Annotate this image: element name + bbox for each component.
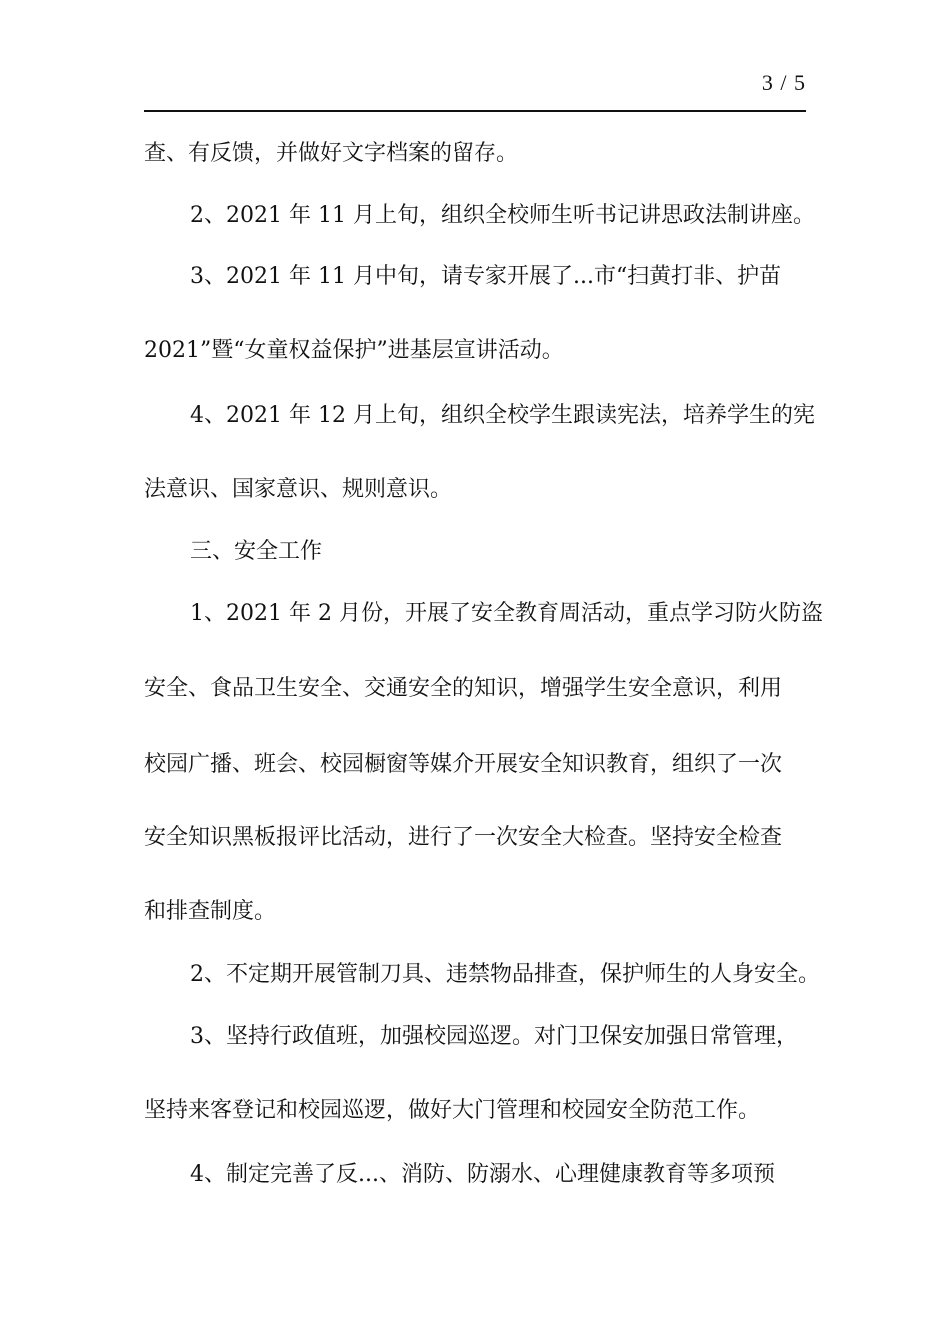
paragraph-line: 2021”暨“女童权益保护”进基层宣讲活动。 xyxy=(144,338,564,363)
section-heading: 三、安全工作 xyxy=(190,539,323,564)
paragraph-line: 安全知识黑板报评比活动，进行了一次安全大检查。坚持安全检查 xyxy=(144,825,783,850)
paragraph-line: 2、2021 年 11 月上旬，组织全校师生听书记讲思政法制讲座。 xyxy=(190,203,815,228)
paragraph-line: 3、2021 年 11 月中旬，请专家开展了...市“扫黄打非、护苗 xyxy=(190,264,782,289)
paragraph-line: 坚持来客登记和校园巡逻，做好大门管理和校园安全防范工作。 xyxy=(144,1098,761,1123)
paragraph-line: 1、2021 年 2 月份，开展了安全教育周活动，重点学习防火防盗 xyxy=(190,601,823,626)
paragraph-line: 3、坚持行政值班，加强校园巡逻。对门卫保安加强日常管理， xyxy=(190,1024,798,1049)
paragraph-line: 2、不定期开展管制刀具、违禁物品排查，保护师生的人身安全。 xyxy=(190,962,820,987)
paragraph-line: 查、有反馈，并做好文字档案的留存。 xyxy=(144,141,519,166)
header-rule xyxy=(144,110,806,112)
paragraph-line: 法意识、国家意识、规则意识。 xyxy=(144,477,453,502)
page-number: 3 / 5 xyxy=(761,70,806,95)
paragraph-line: 校园广播、班会、校园橱窗等媒介开展安全知识教育，组织了一次 xyxy=(144,752,783,777)
paragraph-line: 安全、食品卫生安全、交通安全的知识，增强学生安全意识，利用 xyxy=(144,676,783,701)
paragraph-line: 和排查制度。 xyxy=(144,899,277,924)
paragraph-line: 4、制定完善了反...、消防、防溺水、心理健康教育等多项预 xyxy=(190,1162,775,1187)
paragraph-line: 4、2021 年 12 月上旬，组织全校学生跟读宪法，培养学生的宪 xyxy=(190,403,815,428)
